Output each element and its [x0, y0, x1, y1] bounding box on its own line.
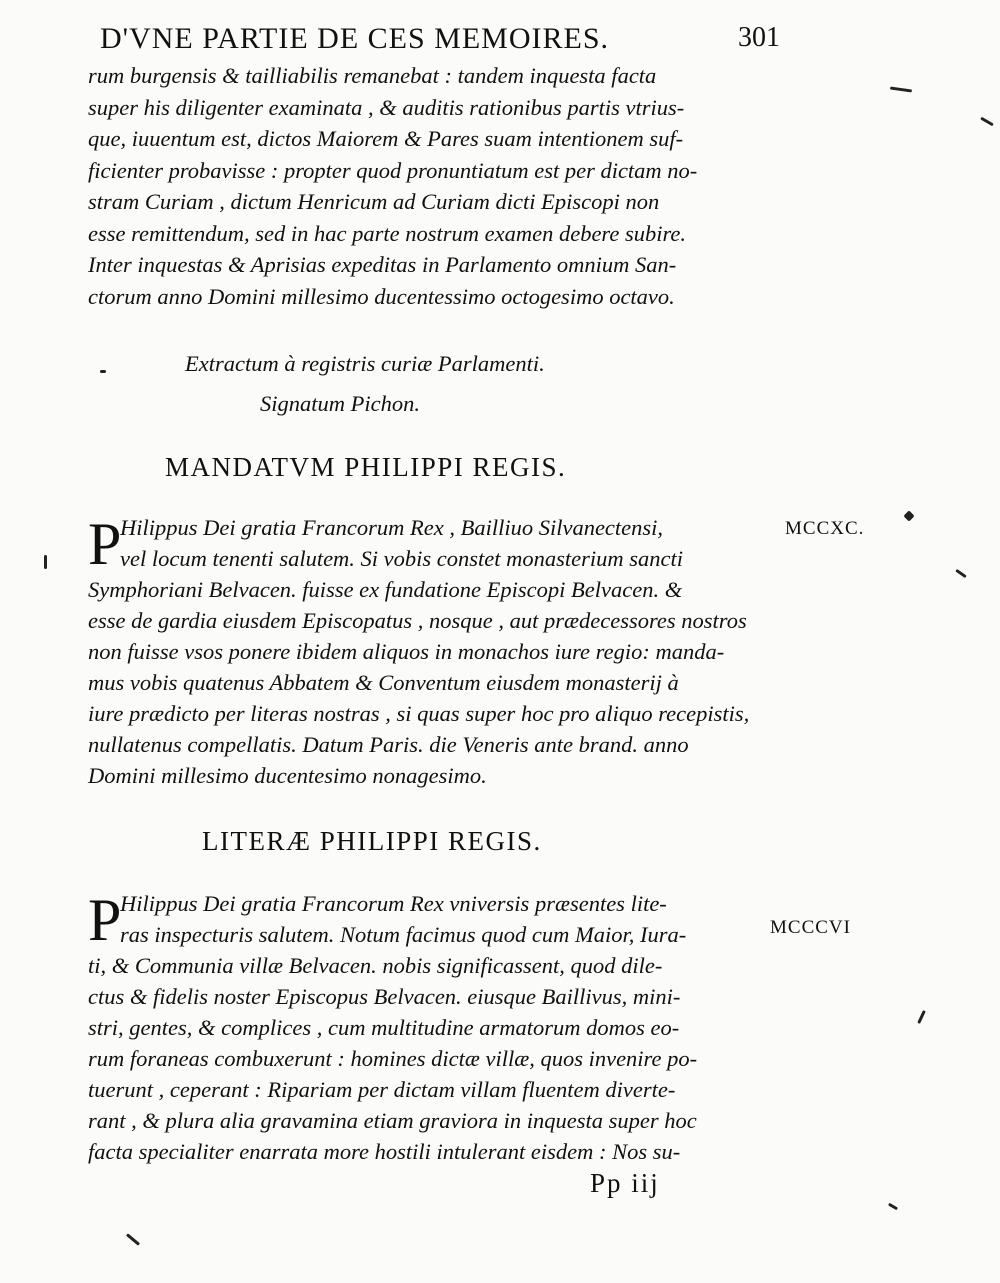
text-line: mus vobis quatenus Abbatem & Conventum eiusdem monasterij à: [88, 670, 679, 695]
text-line: que, iuuentum est, dictos Maiorem & Pares suam intentionem suf-: [88, 126, 684, 151]
margin-date-note: MCCXC.: [785, 518, 865, 539]
section-title-literae: LITERÆ PHILIPPI REGIS.: [202, 826, 542, 856]
text-line: ti, & Communia villæ Belvacen. nobis significassent, quod dile-: [88, 953, 663, 978]
scan-speck: [917, 1010, 926, 1024]
text-line: ctorum anno Domini millesimo ducentessimo octogesimo octavo.: [88, 283, 675, 309]
text-line: iure prædicto per literas nostras , si quas super hoc pro aliquo recepistis,: [88, 701, 750, 726]
signature-mark: Pp iij: [590, 1168, 660, 1198]
scan-speck: [890, 86, 912, 92]
section-title-mandatum: MANDATVM PHILIPPI REGIS.: [165, 452, 567, 482]
scan-speck: [980, 117, 994, 127]
text-line: stram Curiam , dictum Henricum ad Curiam dicti Episcopi non: [88, 189, 660, 214]
text-line: ctus & fidelis noster Episcopus Belvacen. eiusque Baillivus, mini-: [88, 984, 681, 1009]
text-block-literae: [88, 888, 768, 1167]
text-block-intro: [88, 60, 768, 312]
text-line: Hilippus Dei gratia Francorum Rex , Bailliuo Silvanectensi,: [120, 515, 664, 540]
scan-speck: [126, 1233, 140, 1246]
text-line: vel locum tenenti salutem. Si vobis constet monasterium sancti: [120, 546, 684, 571]
text-line: tuerunt , ceperant : Ripariam per dictam villam fluentem diverte-: [88, 1077, 676, 1102]
extract-line: Extractum à registris curiæ Parlamenti.: [185, 351, 545, 376]
drop-cap: P: [88, 887, 122, 953]
text-line: ras inspecturis salutem. Notum facimus quod cum Maior, Iura-: [120, 922, 687, 947]
text-line: super his diligenter examinata , & auditis rationibus partis vtrius-: [88, 94, 685, 120]
text-line: Inter inquestas & Aprisias expeditas in Parlamento omnium San-: [88, 252, 677, 277]
text-line: rum burgensis & tailliabilis remanebat : tandem inquesta facta: [88, 63, 657, 88]
scan-speck: [888, 1203, 898, 1211]
text-line: rant , & plura alia gravamina etiam graviora in inquesta super hoc: [88, 1108, 697, 1133]
text-line: ficienter probavisse : propter quod pronuntiatum est per dictam no-: [88, 157, 698, 183]
header-title: D'VNE PARTIE DE CES MEMOIRES.: [100, 22, 610, 55]
text-line: esse de gardia eiusdem Episcopatus , nosque , aut prædecessores nostros: [88, 608, 747, 633]
text-line: rum foraneas combuxerunt : homines dictæ villæ, quos invenire po-: [88, 1046, 698, 1071]
scan-speck: [903, 510, 914, 521]
scan-speck: [44, 555, 47, 569]
text-line: Domini millesimo ducentesimo nonagesimo.: [88, 763, 487, 788]
signatum-line: Signatum Pichon.: [260, 391, 420, 416]
text-line: stri, gentes, & complices , cum multitudine armatorum domos eo-: [88, 1015, 680, 1040]
scan-speck: [100, 370, 106, 373]
text-line: non fuisse vsos ponere ibidem aliquos in monachos iure regio: manda-: [88, 639, 725, 664]
text-block-mandatum: [88, 512, 768, 791]
scan-speck: [955, 569, 967, 578]
text-line: facta specialiter enarrata more hostili intulerant eisdem : Nos su-: [88, 1139, 681, 1164]
text-line: esse remittendum, sed in hac parte nostrum examen debere subire.: [88, 220, 686, 246]
margin-date-note: MCCCVI: [770, 917, 851, 938]
text-line: nullatenus compellatis. Datum Paris. die Veneris ante brand. anno: [88, 732, 689, 757]
drop-cap: P: [88, 511, 122, 577]
text-line: Symphoriani Belvacen. fuisse ex fundatione Episcopi Belvacen. &: [88, 577, 683, 602]
text-line: Hilippus Dei gratia Francorum Rex vniversis præsentes lite-: [120, 891, 667, 916]
page-number: 301: [738, 22, 780, 53]
